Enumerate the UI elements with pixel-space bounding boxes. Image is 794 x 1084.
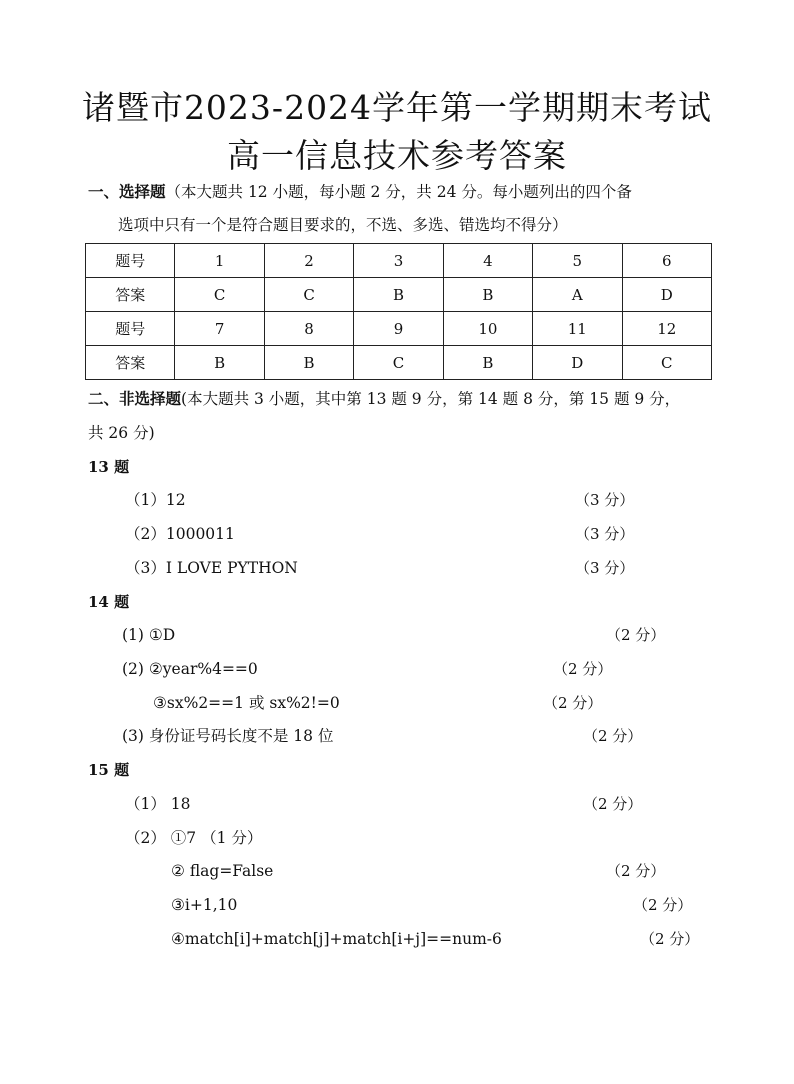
section2-header xyxy=(88,389,680,409)
table-row xyxy=(86,244,712,278)
q14-points-1: （2 分） xyxy=(606,626,666,644)
table-cell: 3 xyxy=(354,244,443,278)
q15-answer-4: ③i+1,10 xyxy=(171,896,238,914)
section2-description-cont: 共 26 分) xyxy=(88,424,155,442)
q15-points-4: （2 分） xyxy=(633,896,693,914)
q14-points-2: （2 分） xyxy=(553,660,613,678)
q14-answer-4: (3) 身份证号码长度不是 18 位 xyxy=(122,727,334,745)
section2-description: (本大题共 3 小题，其中第 13 题 9 分，第 14 题 8 分，第 15 题 9 分， xyxy=(181,390,681,408)
table-cell: B xyxy=(264,346,353,380)
table-row-header: 答案 xyxy=(86,278,175,312)
table-row-header: 题号 xyxy=(86,312,175,346)
document-title: 诸暨市2023-2024学年第一学期期末考试 xyxy=(81,88,713,127)
section1-header xyxy=(88,182,632,202)
q14-points-4: （2 分） xyxy=(583,727,643,745)
table-cell: 5 xyxy=(533,244,622,278)
table-cell: C xyxy=(622,346,711,380)
q15-answer-2: （2） ①7 （1 分） xyxy=(125,829,263,847)
table-cell: B xyxy=(354,278,443,312)
table-row-header: 答案 xyxy=(86,346,175,380)
table-cell: 4 xyxy=(443,244,532,278)
q15-points-5: （2 分） xyxy=(640,930,700,948)
q15-answer-3: ② flag=False xyxy=(171,862,274,880)
section1-heading: 一、选择题 xyxy=(88,182,166,201)
q14-answer-1: (1) ①D xyxy=(122,626,176,644)
q13-answer-2: （2）1000011 xyxy=(125,525,235,543)
q14-points-3: （2 分） xyxy=(543,694,603,712)
q15-points-3: （2 分） xyxy=(606,862,666,880)
table-cell: A xyxy=(533,278,622,312)
document-subtitle: 高一信息技术参考答案 xyxy=(227,136,567,175)
table-cell: 7 xyxy=(175,312,264,346)
q13-points-1: （3 分） xyxy=(575,491,635,509)
table-cell: D xyxy=(622,278,711,312)
table-cell: 1 xyxy=(175,244,264,278)
q14-answer-2: (2) ②year%4==0 xyxy=(122,660,258,678)
table-cell: 6 xyxy=(622,244,711,278)
table-cell: B xyxy=(175,346,264,380)
table-cell: 12 xyxy=(622,312,711,346)
table-cell: 10 xyxy=(443,312,532,346)
table-cell: 11 xyxy=(533,312,622,346)
table-cell: 8 xyxy=(264,312,353,346)
table-cell: B xyxy=(443,278,532,312)
table-cell: B xyxy=(443,346,532,380)
q13-heading: 13 题 xyxy=(88,458,130,476)
table-row xyxy=(86,312,712,346)
table-cell: C xyxy=(354,346,443,380)
table-cell: 9 xyxy=(354,312,443,346)
q15-answer-1: （1） 18 xyxy=(125,795,191,813)
table-cell: C xyxy=(175,278,264,312)
q13-answer-3: （3）I LOVE PYTHON xyxy=(125,559,298,577)
section1-description-cont: 选项中只有一个是符合题目要求的，不选、多选、错选均不得分） xyxy=(118,216,568,234)
q15-points-1: （2 分） xyxy=(583,795,643,813)
table-row xyxy=(86,346,712,380)
table-row-header: 题号 xyxy=(86,244,175,278)
q13-answer-1: （1）12 xyxy=(125,491,186,509)
table-cell: 2 xyxy=(264,244,353,278)
table-cell: C xyxy=(264,278,353,312)
answer-table xyxy=(85,243,712,380)
section2-heading: 二、非选择题 xyxy=(88,389,182,408)
q15-answer-5: ④match[i]+match[j]+match[i+j]==num-6 xyxy=(171,930,502,948)
q13-points-3: （3 分） xyxy=(575,559,635,577)
q15-heading: 15 题 xyxy=(88,761,130,779)
q14-heading: 14 题 xyxy=(88,593,130,611)
table-cell: D xyxy=(533,346,622,380)
table-row xyxy=(86,278,712,312)
q13-points-2: （3 分） xyxy=(575,525,635,543)
q14-answer-3: ③sx%2==1 或 sx%2!=0 xyxy=(153,694,340,712)
section1-description: （本大题共 12 小题，每小题 2 分，共 24 分。每小题列出的四个备 xyxy=(165,183,632,201)
